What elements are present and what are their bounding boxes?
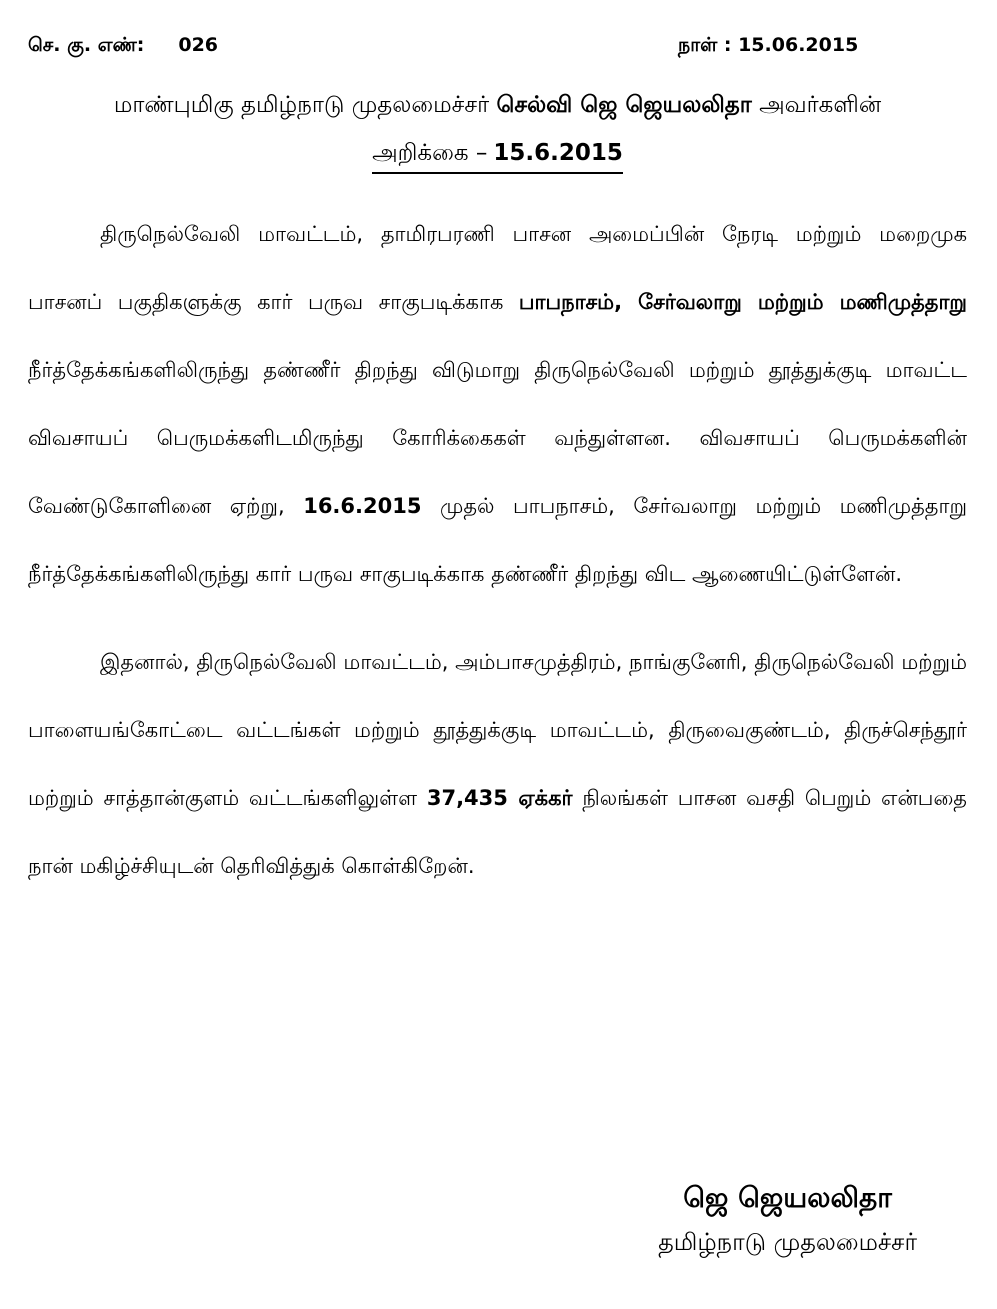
signatory-title: தமிழ்நாடு முதலமைச்சர் bbox=[658, 1228, 917, 1256]
reference-label: செ. கு. எண்: bbox=[28, 34, 145, 56]
document-subtitle bbox=[28, 140, 967, 174]
paragraph-2-bold-acres: 37,435 ஏக்கர் bbox=[426, 786, 573, 810]
subtitle-underlined bbox=[372, 140, 623, 174]
subtitle-label: அறிக்கை – bbox=[372, 140, 488, 166]
title-prefix: மாண்புமிகு தமிழ்நாடு முதலமைச்சர் bbox=[113, 92, 490, 118]
title-suffix: அவர்களின் bbox=[759, 92, 882, 118]
document-date: நாள் : 15.06.2015 bbox=[678, 34, 859, 56]
paragraph-1-part-3: முதல் பாபநாசம், சேர்வலாறு மற்றும் மணிமுத்தாறு நீர்த்தேக்கங்களிலிருந்து கார் பருவ சாகுபடிக்காக தண்ணீர் திறந்து விட ஆணையிட்டுள்ளேன். bbox=[28, 494, 967, 586]
paragraph-2 bbox=[28, 628, 967, 900]
paragraph-2-part-1: இதனால், திருநெல்வேலி மாவட்டம், அம்பாசமுத்திரம், நாங்குனேரி, திருநெல்வேலி மற்றும் பாளையங்கோட்டை வட்டங்கள் மற்றும் தூத்துக்குடி மாவட்டம், திருவைகுண்டம், திருச்செந்தூர் மற்றும் சாத்தான்குளம் வட்டங்களிலுள்ள bbox=[28, 650, 967, 810]
reference-number bbox=[28, 34, 218, 59]
paragraph-1-part-1: திருநெல்வேலி மாவட்டம், தாமிரபரணி பாசன அமைப்பின் நேரடி மற்றும் மறைமுக பாசனப் பகுதிகளுக்கு கார் பருவ சாகுபடிக்காக bbox=[28, 222, 967, 314]
paragraph-1-bold-reservoirs: பாபநாசம், சேர்வலாறு மற்றும் மணிமுத்தாறு bbox=[518, 290, 967, 314]
subtitle-date: 15.6.2015 bbox=[493, 140, 623, 166]
reference-value: 026 bbox=[178, 34, 219, 56]
paragraph-1-part-2: நீர்த்தேக்கங்களிலிருந்து தண்ணீர் திறந்து விடுமாறு திருநெல்வேலி மற்றும் தூத்துக்குடி மாவட்ட விவசாயப் பெருமக்களிடமிருந்து கோரிக்கைகள் வந்துள்ளன. விவசாயப் பெருமக்களின் வேண்டுகோளினை ஏற்று, bbox=[28, 358, 967, 518]
document-header bbox=[28, 0, 967, 60]
paragraph-1-bold-date: 16.6.2015 bbox=[303, 494, 422, 518]
title-name: செல்வி ஜெ ஜெயலலிதா bbox=[496, 92, 752, 118]
paragraph-2-part-2: நிலங்கள் பாசன வசதி பெறும் என்பதை நான் மகிழ்ச்சியுடன் தெரிவித்துக் கொள்கிறேன். bbox=[28, 786, 967, 878]
document-title bbox=[28, 90, 967, 120]
signature-block bbox=[658, 1178, 917, 1262]
paragraph-1 bbox=[28, 200, 967, 608]
signatory-name: ஜெ ஜெயலலிதா bbox=[683, 1181, 892, 1214]
